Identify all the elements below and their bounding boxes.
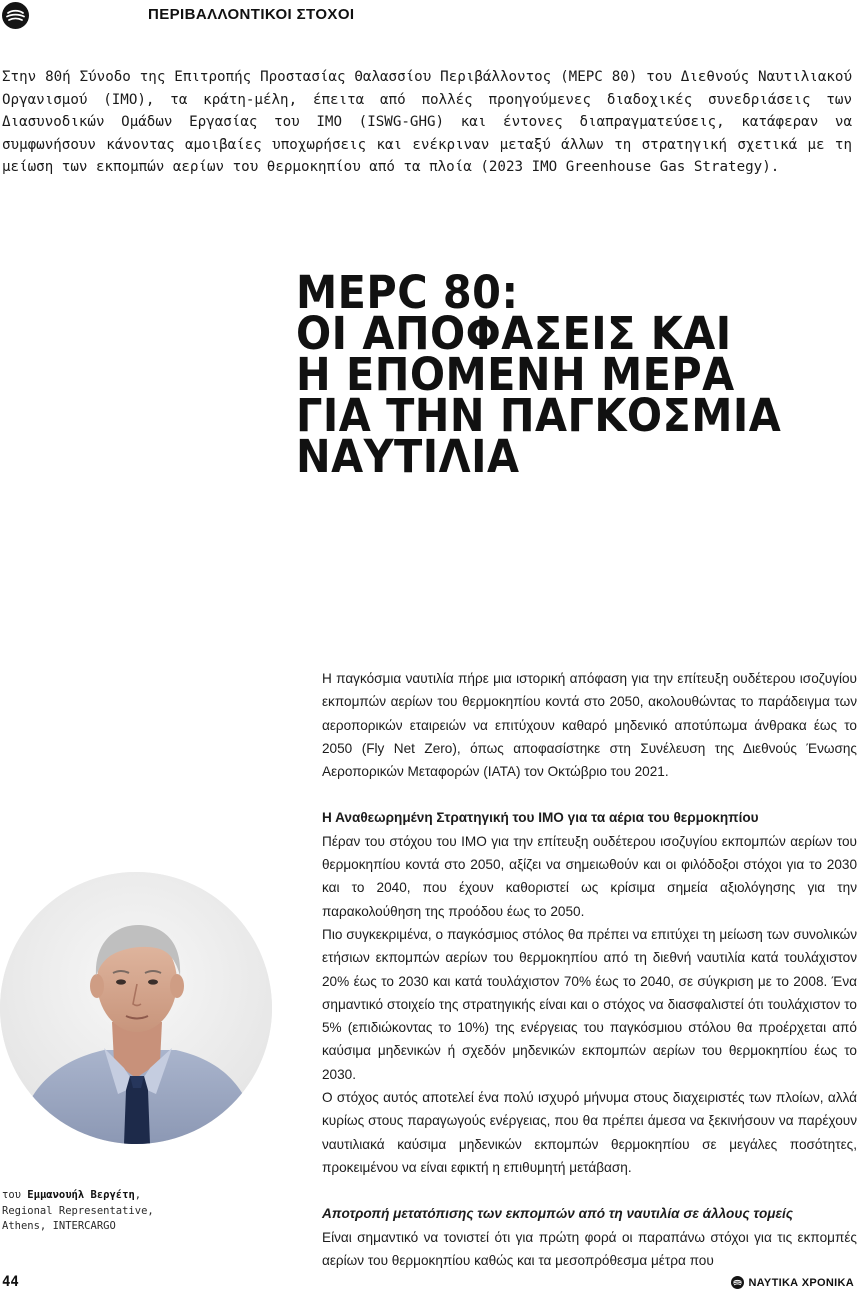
author-prefix: του	[2, 1189, 28, 1201]
magazine-logo-icon	[2, 2, 29, 29]
author-photo	[0, 872, 272, 1144]
body-paragraph: Η παγκόσμια ναυτιλία πήρε μια ιστορική απόφαση για την επίτευξη ουδέτερου ισοζυγίου εκπομπών αερίων του θερμοκηπίου κοντά στο 2050, ακολουθώντας το παράδειγμα των αεροπορικών εταιρειών να επιτύχουν καθαρό μηδενικό αποτύπωμα άνθρακα έως το 2050 (Fly Net Zero), όπως αποφασίστηκε στη Συνέλευση της Διεθνούς Ένωσης Αεροπορικών Μεταφορών (IATA) τον Οκτώβριο του 2021.	[322, 671, 857, 780]
article-headline	[296, 266, 811, 483]
author-name-suffix: ,	[134, 1189, 142, 1201]
headline-line: ΓΙΑ ΤΗΝ ΠΑΓΚΟΣΜΙΑ	[296, 389, 782, 442]
author-caption	[2, 1188, 154, 1235]
brand-name: ΝΑΥΤΙΚΑ ΧΡΟΝΙΚΑ	[748, 1276, 854, 1289]
headline-line: ΝΑΥΤΙΛΙΑ	[296, 430, 520, 483]
author-name: Εμμανουήλ Βεργέτη	[27, 1189, 135, 1201]
body-paragraph: Πέραν του στόχου του IMO για την επίτευξη ουδέτερου ισοζυγίου εκπομπών αερίων του θερμοκηπίου κοντά στο 2050, αξίζει να σημειωθούν και οι φιλόδοξοι στόχοι για το 2030 και το 2040, που έχουν καθοριστεί ως κρίσιμα σημεία αξιολόγησης για την παρακολούθηση της προόδου έως το 2050.	[322, 833, 857, 919]
author-role: Regional Representative,	[2, 1204, 154, 1217]
page-number: 44	[2, 1274, 19, 1290]
body-paragraph: Πιο συγκεκριμένα, ο παγκόσμιος στόλος θα πρέπει να επιτύχει τη μείωση των συνολικών ετήσιων εκπομπών αερίων του θερμοκηπίου από τη διεθνή ναυτιλία κατά τουλάχιστον 20% έως το 2030 και κατά τουλάχιστον 70% έως το 2040, σε σύγκριση με το 2008. Ένα σημαντικό στοιχείο της στρατηγικής είναι και ο στόχος να διασφαλιστεί ότι τουλάχιστον το 5% (επιδιώκοντας το 10%) της ενέργειας του παγκόσμιου στόλου θα προέρχεται από καύσιμα μηδενικών ή σχεδόν μηδενικών εκπομπών αερίων του θερμοκηπίου έως το 2030.	[322, 926, 857, 1082]
brand-logo-icon	[731, 1276, 744, 1289]
body-paragraph: Ο στόχος αυτός αποτελεί ένα πολύ ισχυρό μήνυμα στους διαχειριστές των πλοίων, αλλά κυρίως στους παραγωγούς ενέργειας, που θα πρέπει άμεσα να ξεκινήσουν να παρέχουν ναυτιλιακά καύσιμα μηδενικών εκπομπών θερμοκηπίου σε μεγάλες ποσότητες, προκειμένου να είναι εφικτή η επιθυμητή μετάβαση.	[322, 1090, 857, 1175]
section-subheading: Η Αναθεωρημένη Στρατηγική του ΙΜΟ για τα αέρια του θερμοκηπίου	[322, 810, 759, 826]
footer-brand	[731, 1276, 854, 1289]
body-paragraph: Είναι σημαντικό να τονιστεί ότι για πρώτη φορά οι παραπάνω στόχοι για τις εκπομπές αερίων του θερμοκηπίου καθώς και τα μεσοπρόθεσμα μέτρα που	[322, 1229, 857, 1268]
article-body	[322, 667, 857, 1272]
section-subheading: Αποτροπή μετατόπισης των εκπομπών από τη ναυτιλία σε άλλους τομείς	[322, 1206, 793, 1222]
headline-line: Η ΕΠΟΜΕΝΗ ΜΕΡΑ	[296, 348, 735, 401]
intro-paragraph: Στην 80ή Σύνοδο της Επιτροπής Προστασίας Θαλασσίου Περιβάλλοντος (MEPC 80) του Διεθνούς Ναυτιλιακού Οργανισμού (IMO), τα κράτη-μέλη, έπειτα από πολλές προηγούμενες διαδοχικές συνεδριάσεις των Διασυνοδικών Ομάδων Εργασίας του IMO (ISWG-GHG) και έντονες διαπραγματεύσεις, κατάφεραν να συμφωνήσουν κάνοντας αμοιβαίες υποχωρήσεις και ενέκριναν μεταξύ άλλων τη στρατηγική σχετικά με τη μείωση των εκπομπών αερίων του θερμοκηπίου από τα πλοία (2023 IMO Greenhouse Gas Strategy).	[2, 69, 852, 175]
section-title: ΠΕΡΙΒΑΛΛΟΝΤΙΚΟΙ ΣΤΟΧΟΙ	[148, 6, 355, 23]
author-location: Athens, INTERCARGO	[2, 1220, 116, 1232]
headline-line: ΟΙ ΑΠΟΦΑΣΕΙΣ ΚΑΙ	[296, 307, 732, 360]
headline-line: MEPC 80:	[296, 266, 519, 319]
